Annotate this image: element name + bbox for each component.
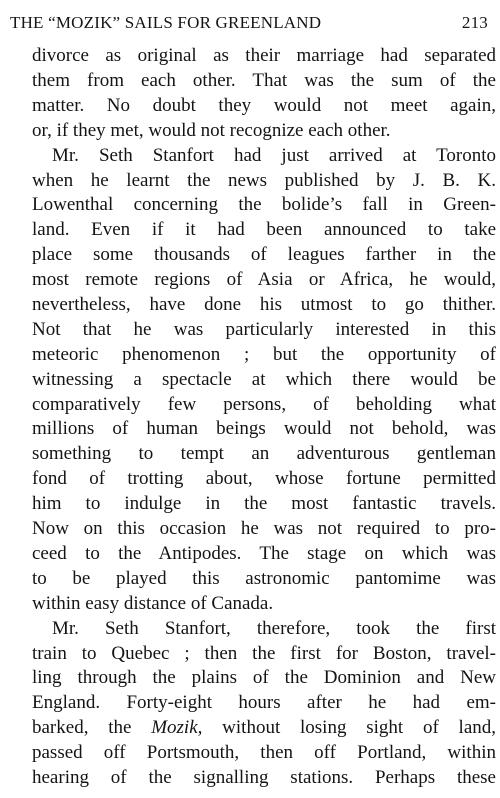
text-segment: without losing sight of land, (202, 717, 497, 739)
page-header (10, 11, 488, 35)
text-line: ceed to the Antipodes. The stage on which was (32, 542, 496, 564)
text-line: him to indulge in the most fantastic travels. (32, 493, 496, 515)
text-line: most remote regions of Asia or Africa, he would, (32, 269, 496, 291)
text-line: or, if they met, would not recognize each other. (32, 119, 391, 141)
text-line: England. Forty-eight hours after he had em- (32, 692, 496, 714)
text-line: something to tempt an adventurous gentleman (32, 443, 496, 465)
text-line: witnessing a spectacle at which there would be (32, 368, 496, 390)
text-line: matter. No doubt they would not meet again, (32, 94, 496, 116)
text-line: within easy distance of Canada. (32, 592, 274, 614)
text-line: millions of human beings would not behold, was (32, 418, 496, 440)
text-line: to be played this astronomic pantomime was (32, 567, 496, 589)
text-line: train to Quebec ; then the first for Boston, travel- (32, 642, 496, 664)
text-line: hearing of the signalling stations. Perhaps these (32, 767, 496, 788)
text-line: ling through the plains of the Dominion and New (32, 667, 496, 689)
ship-name-italic: Mozik, (151, 717, 203, 739)
text-line: fond of trotting about, whose fortune permitted (32, 468, 496, 490)
text-line: Mr. Seth Stanfort had just arrived at Toronto (52, 144, 496, 166)
text-segment: barked, the (32, 717, 152, 739)
running-title: THE “MOZIK” SAILS FOR GREENLAND (10, 13, 322, 32)
text-line: Not that he was particularly interested in this (32, 318, 496, 340)
text-line: passed off Portsmouth, then off Portland, within (32, 742, 496, 764)
text-line: them from each other. That was the sum of the (32, 69, 496, 91)
text-line: nevertheless, have done his utmost to go thither. (32, 294, 496, 315)
text-line: Lowenthal concerning the bolide’s fall in Green- (32, 194, 496, 216)
text-line: when he learnt the news published by J. B. K. (32, 169, 496, 191)
text-line: divorce as original as their marriage had separated (32, 45, 496, 66)
text-line: Now on this occasion he was not required to pro- (32, 518, 496, 539)
text-line: place some thousands of leagues farther in the (32, 244, 496, 266)
text-line: Mr. Seth Stanfort, therefore, took the first (52, 617, 496, 639)
text-line: comparatively few persons, of beholding what (32, 393, 496, 415)
text-line-with-italic (32, 716, 496, 740)
text-line: land. Even if it had been announced to take (32, 219, 496, 241)
page-number: 213 (461, 13, 488, 32)
text-line: meteoric phenomenon ; but the opportunity of (32, 343, 496, 365)
